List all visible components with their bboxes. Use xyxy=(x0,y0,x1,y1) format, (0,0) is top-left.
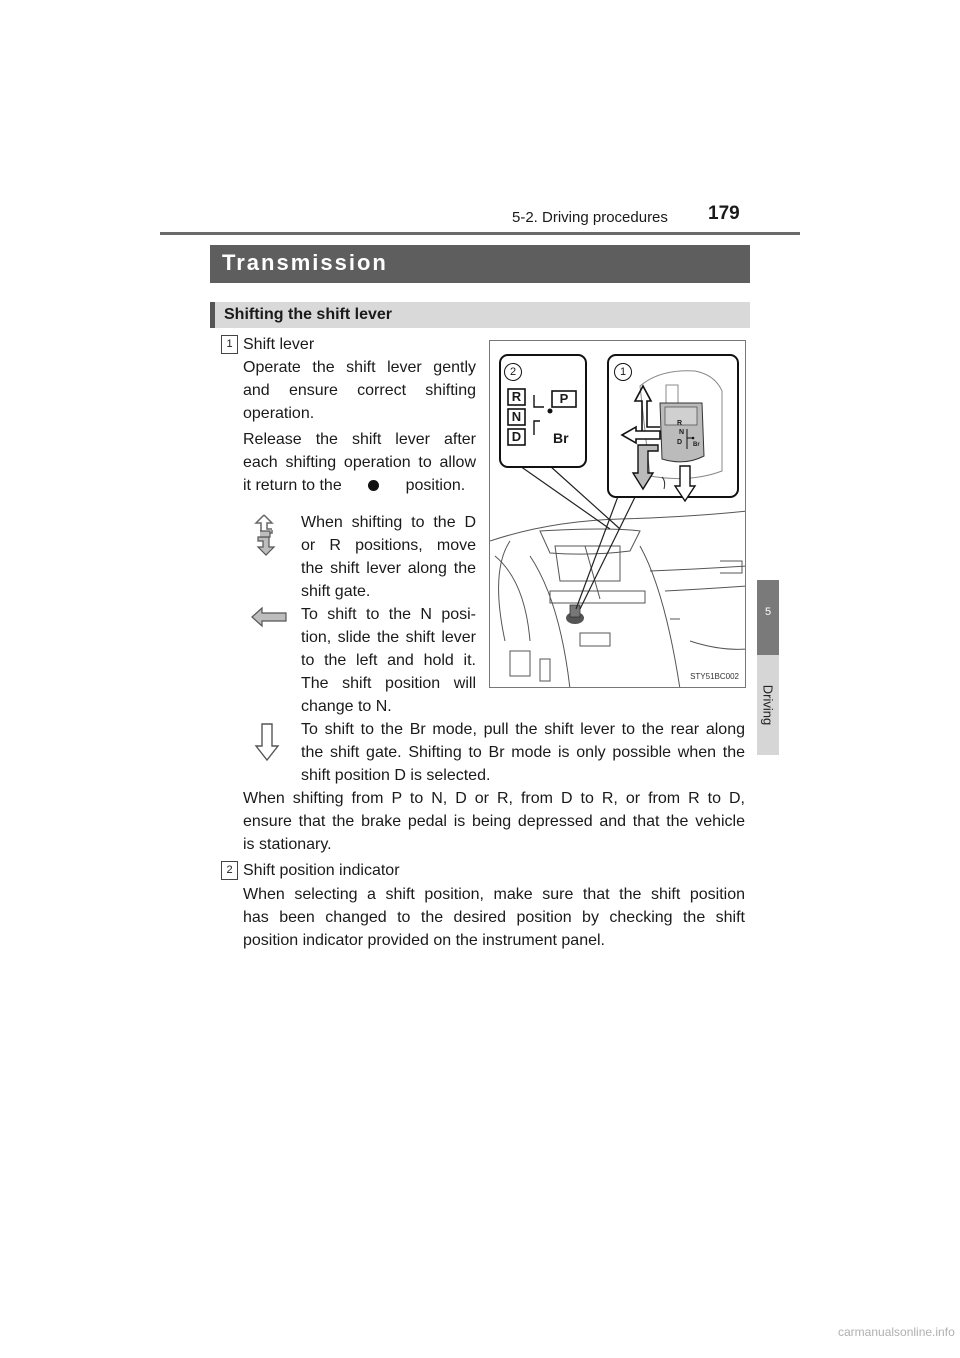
note-br-mode: To shift to the Br mode, pull the shift lever to the rear along the shift gate. Shifting to Br mode is only possible when the shift position D is selected. xyxy=(301,721,745,784)
section-label: 5-2. Driving procedures xyxy=(512,209,668,226)
page-title: Transmission xyxy=(222,250,388,275)
subsection-title: Shifting the shift lever xyxy=(224,306,393,323)
note-n-position: To shift to the N posi- tion, slide the shift lever to the left and hold it. The shift position will change to N. xyxy=(301,606,476,715)
center-position-dot-icon xyxy=(368,480,379,491)
header-rule xyxy=(160,232,800,235)
note-d-r-positions: When shifting to the D or R positions, move the shift lever along the shift gate. xyxy=(301,514,476,600)
indicator-letter-p: P xyxy=(559,391,569,406)
lever-letter-d: D xyxy=(677,439,683,446)
item-heading-shift-indicator: Shift position indicator xyxy=(243,862,400,879)
item-heading-shift-lever: Shift lever xyxy=(243,336,315,353)
callout-lever: 1 xyxy=(614,363,632,381)
lever-letter-br: Br xyxy=(693,442,700,448)
indicator-letter-d: D xyxy=(511,429,522,444)
indicator-letter-n: N xyxy=(511,409,522,424)
page-number: 179 xyxy=(708,203,740,224)
figure-code: STY51BC002 xyxy=(690,672,739,681)
up-down-shift-arrow-icon xyxy=(250,513,280,557)
indicator-letter-r: R xyxy=(511,389,522,404)
paragraph-release: Release the shift lever after each shifting operation to allow it return to the position. xyxy=(243,431,476,494)
chapter-number: 5 xyxy=(764,606,772,618)
lever-letter-n: N xyxy=(679,429,685,436)
shift-lever-figure xyxy=(489,340,746,688)
lever-letter-r: R xyxy=(677,420,683,427)
footer-watermark: carmanualsonline.info xyxy=(838,1325,955,1339)
chapter-label: Driving xyxy=(760,684,776,726)
item-marker-2: 2 xyxy=(221,861,238,880)
paragraph-indicator: When selecting a shift position, make sure that the shift position has been changed to the desired position by checking the shift position indicator provided on the instrument panel. xyxy=(243,886,745,949)
item-marker-1: 1 xyxy=(221,335,238,354)
dashboard-illustration xyxy=(490,341,746,688)
down-arrow-icon xyxy=(254,722,280,762)
indicator-letter-br: Br xyxy=(553,430,569,446)
paragraph-operate: Operate the shift lever gently and ensure correct shifting operation. xyxy=(243,359,476,422)
paragraph-brake-caution: When shifting from P to N, D or R, from D to R, or from R to D, ensure that the brake pedal is being depressed and that the vehicle is stationary. xyxy=(243,790,745,853)
callout-indicator: 2 xyxy=(504,363,522,381)
left-arrow-icon xyxy=(250,606,288,628)
